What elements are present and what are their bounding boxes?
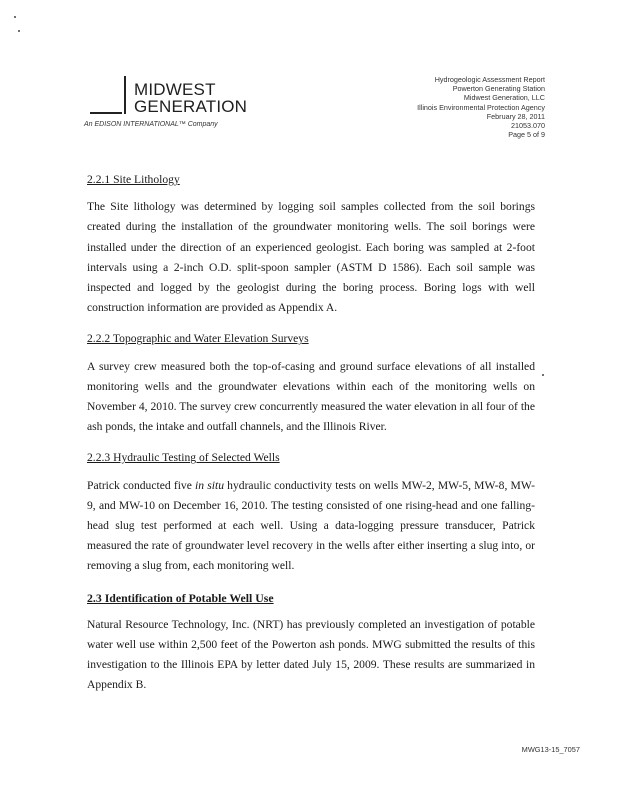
- company-logo: [84, 76, 254, 136]
- document-body: [87, 170, 535, 707]
- header-date: February 28, 2011: [486, 111, 545, 121]
- scan-speck: [18, 30, 20, 32]
- header-company: Midwest Generation, LLC: [463, 93, 545, 103]
- paragraph-hydraulic-testing: [87, 476, 535, 577]
- scan-speck: [14, 16, 16, 18]
- paragraph-site-lithology: The Site lithology was determined by logging soil samples collected from the soil borings created during the installation of the groundwater monitoring wells. The soil borings were installed under the direction of an experienced geologist. Each boring was sampled at 2-foot intervals using a 2-inch O.D. split-spoon sampler (ASTM D 1586). Each soil sample was inspected and logged by the geologist during the boring process. Boring logs with well construction information are provided as Appendix A.: [87, 200, 535, 315]
- header-project-number: 21053.070: [511, 121, 545, 131]
- report-header: [417, 75, 545, 139]
- scan-speck: [542, 374, 544, 376]
- section-heading-hydraulic-testing: 2.2.3 Hydraulic Testing of Selected Wells: [87, 451, 280, 465]
- header-page-number: Page 5 of 9: [508, 130, 545, 140]
- logo-rule: [90, 112, 122, 114]
- header-agency: Illinois Environmental Protection Agency: [417, 102, 545, 112]
- paragraph-hydraulic-italic: in situ: [195, 478, 224, 492]
- document-id: MWG13-15_7057: [521, 745, 580, 754]
- logo-subtitle: An EDISON INTERNATIONAL™ Company: [84, 121, 218, 128]
- logo-line1: MIDWEST: [134, 80, 216, 99]
- section-heading-potable-well-use: 2.3 Identification of Potable Well Use: [87, 590, 274, 605]
- paragraph-hydraulic-text-a: Patrick conducted five: [87, 478, 196, 492]
- section-heading-site-lithology: 2.2.1 Site Lithology: [87, 173, 180, 186]
- logo-bar: [124, 76, 126, 114]
- header-station: Powerton Generating Station: [452, 84, 545, 94]
- header-report-title: Hydrogeologic Assessment Report: [434, 75, 545, 84]
- paragraph-surveys: A survey crew measured both the top-of-casing and ground surface elevations of all installed monitoring wells and the groundwater elevations within each of the monitoring wells on November 4, 2010. The survey crew concurrently measured the water elevation in all four of the ash ponds, the intake and outfall channels, and the Illinois River.: [87, 359, 535, 434]
- paragraph-hydraulic-text-b: hydraulic conductivity tests on wells MW-2, MW-5, MW-8, MW-9, and MW-10 on December 16, 2010. The testing consisted of one rising-head and one falling-head slug test performed at each well. Using a data-logging pressure transducer, Patrick measured the rate of groundwater level recovery in the wells after either inserting a slug into, or removing a slug from, each monitoring well.: [87, 478, 535, 573]
- logo-line2: GENERATION: [134, 97, 248, 116]
- section-heading-surveys: 2.2.2 Topographic and Water Elevation Surveys: [87, 332, 309, 346]
- paragraph-potable-well-use: Natural Resource Technology, Inc. (NRT) has previously completed an investigation of potable water well use within 2,500 feet of the Powerton ash ponds. MWG submitted the results of this investigation to the Illinois EPA by letter dated July 15, 2009. These results are summarized in Appendix B.: [87, 617, 535, 692]
